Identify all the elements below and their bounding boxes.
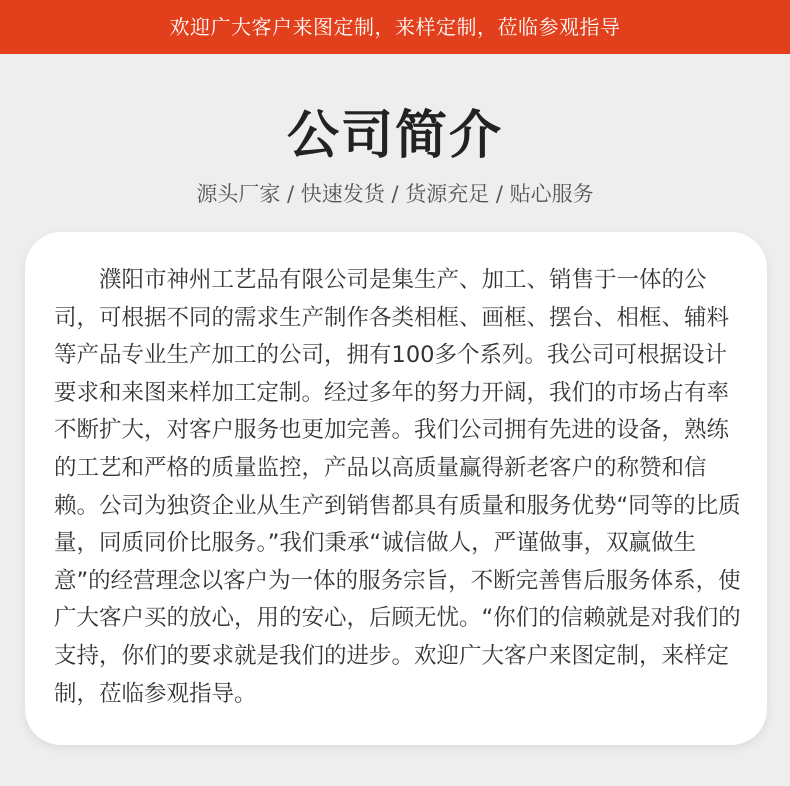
company-intro-paragraph: 濮阳市神州工艺品有限公司是集生产、加工、销售于一体的公司，可根据不同的需求生产制作各类相框、画框、摆台、相框、辅料等产品专业生产加工的公司，拥有100多个系列。我公司可根据设计要求和来图来样加工定制。经过多年的努力开阔，我们的市场占有率不断扩大，对客户服务也更加完善。我们公司拥有先进的设备，熟练的工艺和严格的质量监控，产品以高质量赢得新老客户的称赞和信赖。公司为独资企业从生产到销售都具有质量和服务优势“同等的比质量，同质同价比服务。”我们秉承“诚信做人，严谨做事，双赢做生意”的经营理念以客户为一体的服务宗旨，不断完善售后服务体系，使广大客户买的放心，用的安心，后顾无忧。“你们的信赖就是对我们的支持，你们的要求就是我们的进步。欢迎广大客户来图定制，来样定制，莅临参观指导。 bbox=[54, 267, 741, 707]
top-banner bbox=[0, 0, 790, 54]
banner-text: 欢迎广大客户来图定制，来样定制，莅临参观指导 bbox=[169, 15, 621, 39]
page-title: 公司简介 bbox=[286, 106, 503, 166]
page-subtitle: 源头厂家 / 快速发货 / 货源充足 / 贴心服务 bbox=[196, 182, 594, 206]
